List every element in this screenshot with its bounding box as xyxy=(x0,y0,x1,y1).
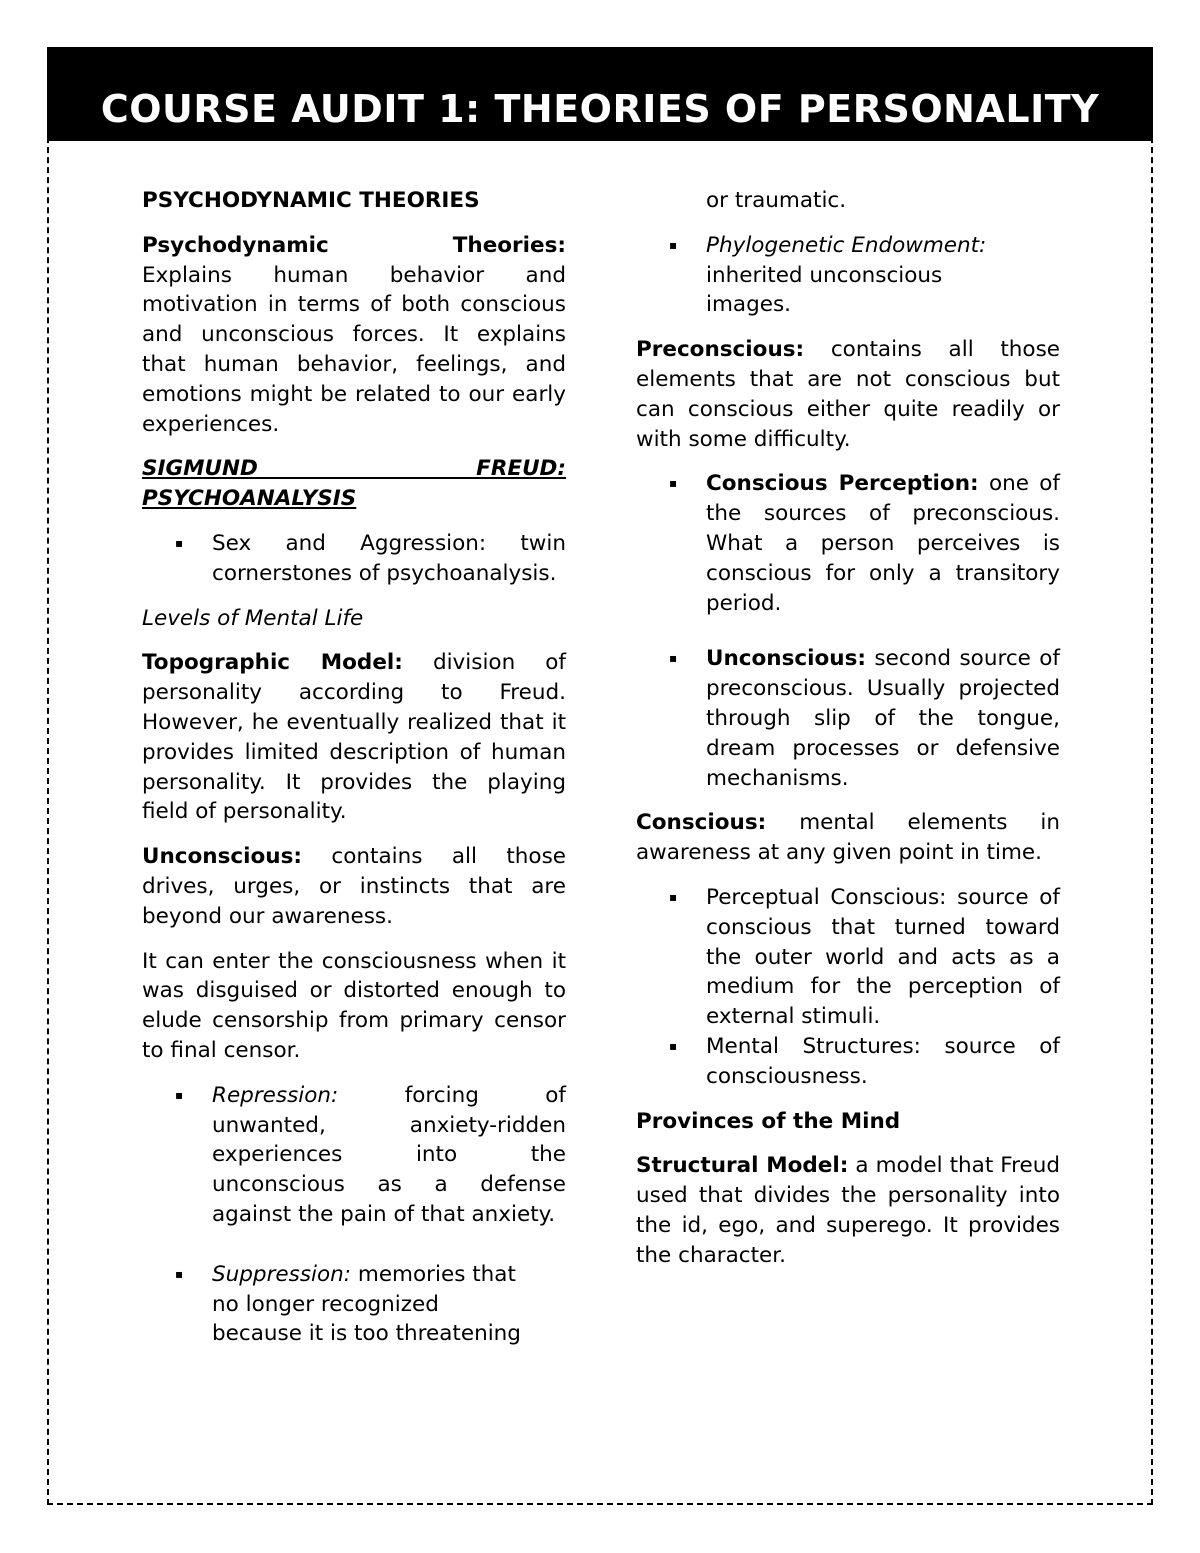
list-item xyxy=(142,529,566,589)
enter-consciousness-paragraph: It can enter the consciousness when it was disguised or distorted enough to elude censorship from primary censor to final censor. xyxy=(142,948,566,1063)
phylogenetic-text-2: images. xyxy=(706,292,792,318)
conscious-term: Conscious: xyxy=(636,810,767,836)
freud-heading-line1: SIGMUND FREUD: xyxy=(142,456,566,482)
section-heading: PSYCHODYNAMIC THEORIES xyxy=(142,188,480,213)
bullet-square-icon: ▪ xyxy=(669,237,678,252)
unconscious-definition xyxy=(142,842,566,931)
repression-term: Repression: xyxy=(212,1082,339,1108)
suppression-text-1: memories that xyxy=(357,1261,516,1287)
freud-heading-line2: PSYCHOANALYSIS xyxy=(142,486,357,512)
psychodynamic-text: Explains human behavior and motivation in terms of both conscious and unconscious forces. It explains that human behavior, feelings, and emotions might be related to our early experiences. xyxy=(142,262,566,437)
list-item xyxy=(636,883,1060,1032)
structural-term: Structural Model: xyxy=(636,1153,849,1179)
list-item xyxy=(142,1081,566,1230)
list-spacer xyxy=(636,618,1060,644)
preconscious-sources-list xyxy=(636,469,1060,793)
topographic-definition xyxy=(142,648,566,827)
suppression-term: Suppression: xyxy=(212,1261,352,1287)
suppression-text-3: because it is too threatening xyxy=(212,1321,521,1347)
suppression-continued xyxy=(636,186,1060,216)
bullet-square-icon: ▪ xyxy=(669,889,678,904)
right-column xyxy=(636,186,1060,1286)
bullet-square-icon: ▪ xyxy=(669,1038,678,1053)
conscious-text: mental elements in awareness at any given point in time. xyxy=(636,810,1060,866)
bullet-square-icon: ▪ xyxy=(175,1087,184,1102)
list-item xyxy=(636,1032,1060,1092)
document-title: COURSE AUDIT 1: THEORIES OF PERSONALITY xyxy=(100,87,1100,131)
title-banner xyxy=(47,47,1153,141)
preconscious-term: Preconscious: xyxy=(636,337,805,363)
provinces-heading: Provinces of the Mind xyxy=(636,1108,901,1134)
bullet-square-icon: ▪ xyxy=(175,1266,184,1281)
phylogenetic-list xyxy=(636,231,1060,320)
suppression-continued-text: or traumatic. xyxy=(706,188,847,213)
list-item xyxy=(636,644,1060,793)
psychodynamic-definition xyxy=(142,231,566,440)
list-spacer xyxy=(142,1230,566,1260)
preconscious-definition xyxy=(636,335,1060,454)
freud-heading xyxy=(142,454,566,514)
repression-text: forcing of unwanted, anxiety-ridden experiences into the unconscious as a defense against the pain of that anxiety. xyxy=(212,1082,566,1227)
topographic-term: Topographic Model: xyxy=(142,650,403,676)
unconscious-source-text: second source of preconscious. Usually projected through slip of the tongue, dream processes or defensive mechanisms. xyxy=(706,646,1060,791)
unconscious-source-term: Unconscious: xyxy=(706,646,866,672)
preconscious-text: contains all those elements that are not conscious but can conscious either quite readily or with some difficulty. xyxy=(636,337,1061,452)
list-item xyxy=(142,1260,566,1349)
mental-structures-text: Mental Structures: source of consciousness. xyxy=(706,1033,1060,1089)
repression-suppression-list xyxy=(142,1081,566,1349)
topographic-text: division of personality according to Freud. However, he eventually realized that it provides limited description of human personality. It provides the playing field of personality. xyxy=(142,650,566,825)
bullet-square-icon: ▪ xyxy=(669,476,678,491)
sex-aggression-text: Sex and Aggression: twin cornerstones of psychoanalysis. xyxy=(212,530,566,586)
structural-definition xyxy=(636,1151,1060,1270)
unconscious-text: contains all those drives, urges, or instincts that are beyond our awareness. xyxy=(142,844,566,929)
left-column xyxy=(142,186,566,1364)
unconscious-term: Unconscious: xyxy=(142,844,302,870)
suppression-text-2: no longer recognized xyxy=(212,1291,439,1317)
levels-heading-text: Levels of Mental Life xyxy=(142,605,364,631)
conscious-sources-list xyxy=(636,883,1060,1092)
sex-aggression-list xyxy=(142,529,566,589)
conscious-perception-term: Conscious Perception: xyxy=(706,471,979,497)
list-item xyxy=(636,469,1060,618)
list-item xyxy=(636,231,1060,320)
bullet-square-icon: ▪ xyxy=(175,535,184,550)
phylogenetic-text-1: inherited unconscious xyxy=(706,262,943,288)
conscious-definition xyxy=(636,808,1060,868)
conscious-perception-text: one of the sources of preconscious. What a person perceives is conscious for only a transitory period. xyxy=(706,471,1060,616)
phylogenetic-term: Phylogenetic Endowment: xyxy=(706,232,987,258)
psychodynamic-term: Psychodynamic Theories: xyxy=(142,232,566,258)
structural-text: a model that Freud used that divides the personality into the id, ego, and superego. It provides the character. xyxy=(636,1153,1060,1268)
bullet-square-icon: ▪ xyxy=(669,651,678,666)
perceptual-conscious-text: Perceptual Conscious: source of conscious that turned toward the outer world and acts as a medium for the perception of external stimuli. xyxy=(706,884,1060,1030)
levels-heading xyxy=(142,604,566,634)
